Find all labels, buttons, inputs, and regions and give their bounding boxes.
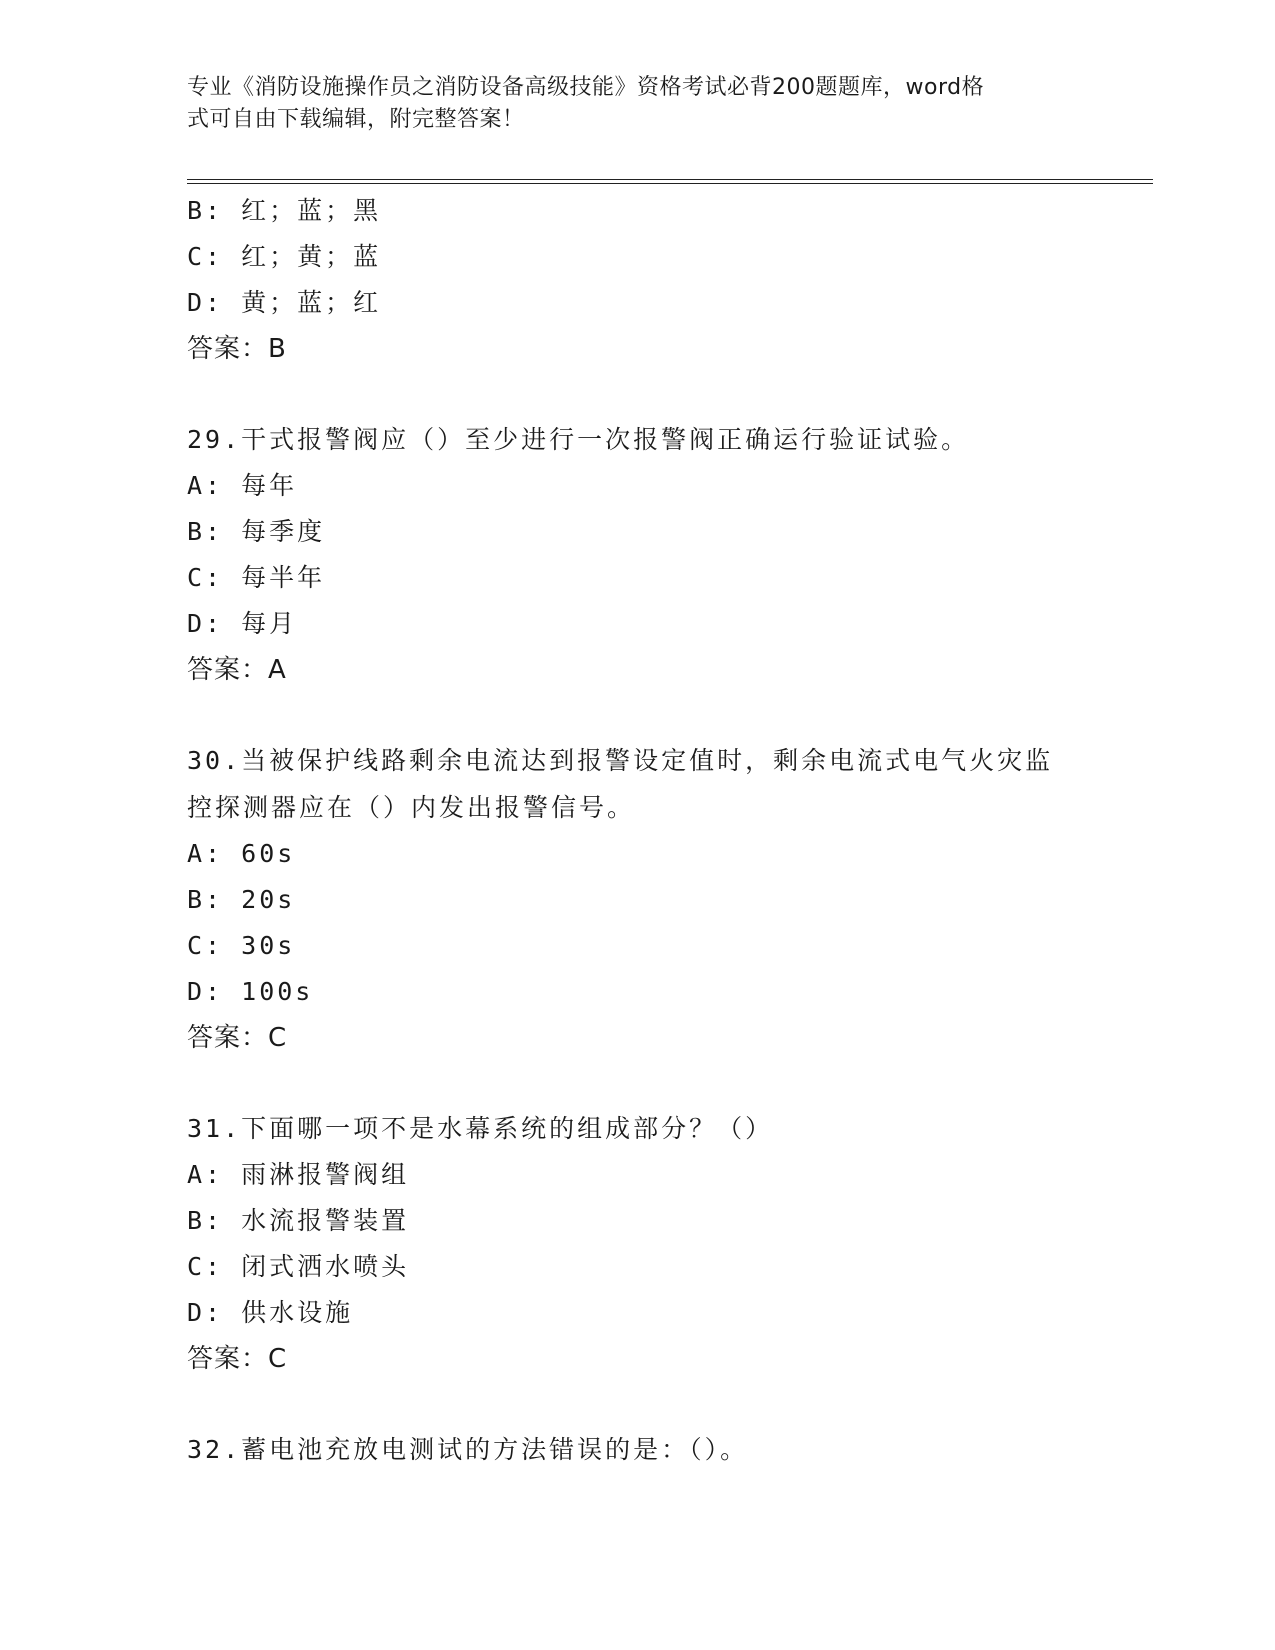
question-stem: 31.下面哪一项不是水幕系统的组成部分？（）: [187, 1114, 774, 1143]
header-line-1: 专业《消防设施操作员之消防设备高级技能》资格考试必背200题题库，word格: [187, 75, 985, 100]
option-line: C: 每半年: [187, 563, 326, 592]
question-31: [187, 1105, 1087, 1382]
option-line: D: 供水设施: [187, 1298, 354, 1327]
header-divider-top: [187, 179, 1153, 180]
option-line: B: 每季度: [187, 517, 326, 546]
option-line: A: 60s: [187, 839, 296, 868]
carryover-block: [187, 188, 1087, 372]
option-line: B: 水流报警装置: [187, 1206, 410, 1235]
answer-line: 答案：B: [187, 334, 287, 364]
question-stem: 30.当被保护线路剩余电流达到报警设定值时，剩余电流式电气火灾监: [187, 746, 1054, 775]
answer-line: 答案：A: [187, 655, 287, 685]
option-line: D: 100s: [187, 977, 314, 1006]
question-stem-continued: 控探测器应在（）内发出报警信号。: [187, 793, 636, 822]
option-line: B: 红；蓝；黑: [187, 196, 382, 225]
answer-line: 答案：C: [187, 1344, 288, 1374]
answer-line: 答案：C: [187, 1023, 288, 1053]
option-line: C: 30s: [187, 931, 296, 960]
header-line-2: 式可自由下载编辑，附完整答案！: [187, 107, 525, 132]
document-header: [187, 72, 1087, 136]
question-list: [187, 188, 1087, 1473]
option-line: D: 黄；蓝；红: [187, 288, 382, 317]
question-stem: 32.蓄电池充放电测试的方法错误的是：（）。: [187, 1435, 749, 1464]
option-line: C: 闭式洒水喷头: [187, 1252, 410, 1281]
option-line: C: 红；黄；蓝: [187, 242, 382, 271]
option-line: A: 每年: [187, 471, 298, 500]
question-29: [187, 416, 1087, 693]
option-line: B: 20s: [187, 885, 296, 914]
header-divider-bottom: [187, 183, 1153, 184]
question-32: [187, 1426, 1087, 1473]
question-stem: 29.干式报警阀应（）至少进行一次报警阀正确运行验证试验。: [187, 425, 970, 454]
option-line: A: 雨淋报警阀组: [187, 1160, 410, 1189]
question-30: [187, 737, 1087, 1061]
option-line: D: 每月: [187, 609, 298, 638]
